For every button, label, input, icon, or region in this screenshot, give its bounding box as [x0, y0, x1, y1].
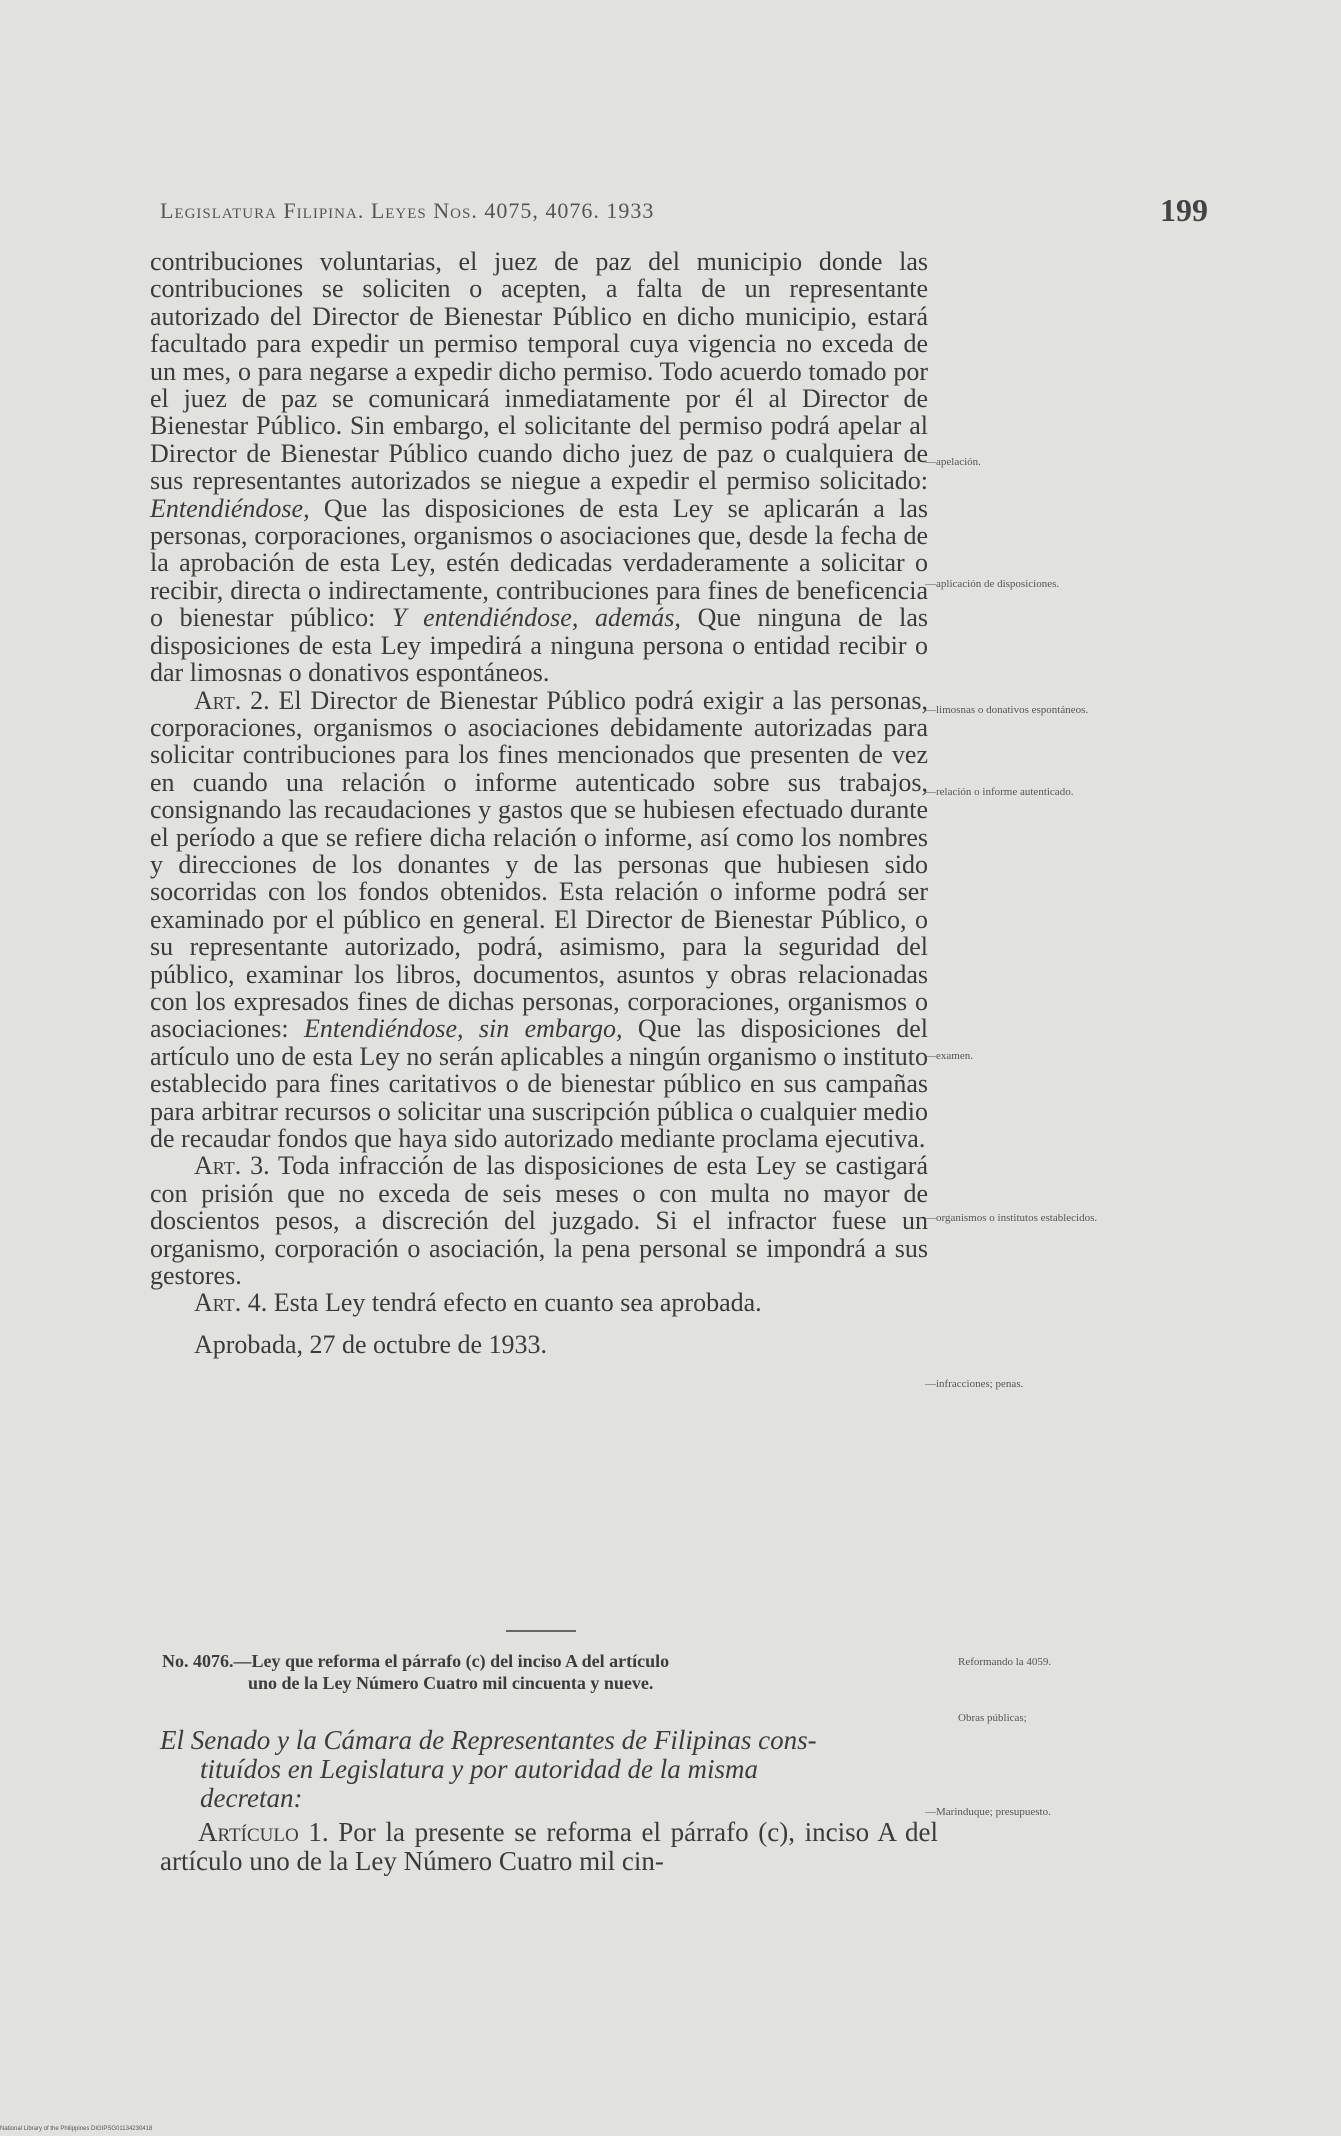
running-head: Legislatura Filipina. Leyes Nos. 4075, 4076. 1933 — [160, 198, 655, 223]
enacting-line-2: tituídos en Legislatura y por autoridad de la misma — [200, 1754, 759, 1784]
margin-note-reformando: Reformando la 4059. — [958, 1656, 1052, 1668]
article-4 — [150, 1289, 928, 1316]
body-text — [150, 248, 928, 1358]
law-4076-article-1 — [160, 1818, 938, 1876]
art3-label: Art. 3. — [194, 1151, 270, 1181]
paragraph-continuation — [150, 248, 928, 687]
law-4076-title — [162, 1650, 932, 1694]
enacting-line-3: decretan: — [200, 1783, 303, 1813]
art1-label: Artículo 1. — [198, 1817, 329, 1847]
para1-italic-a: Entendiéndose, — [150, 493, 310, 523]
margin-note-marinduque: —Marinduque; presupuesto. — [925, 1806, 1051, 1818]
page-header — [160, 192, 1208, 238]
enacting-line-1: El Senado y la Cámara de Representantes de Filipinas cons- — [160, 1725, 817, 1755]
para1-text-b: Que las disposiciones de esta Ley se aplicarán a las personas, corporaciones, organismos o asociaciones que, desde la fecha de la aprobación de esta Ley, estén dedicadas verdaderamente a solicitar o recibir, directa o indirectamente, contribuciones para fines de beneficencia o bienestar público: — [150, 493, 928, 633]
para1-text: contribuciones voluntarias, el juez de paz del municipio donde las contribuciones se soliciten o acepten, a falta de un representante autorizado del Director de Bienestar Público en dicho municipio, estará facultado para expedir un permiso temporal cuya vigencia no exceda de un mes, o para negarse a expedir dicho permiso. Todo acuerdo tomado por el juez de paz se comunicará inmediatamente por él al Director de Bienestar Público. Sin embargo, el solicitante del permiso podrá apelar al Director de Bienestar Público cuando dicho juez de paz o cualquiera de sus representantes autorizados se niegue a expedir el permiso solicitado: — [150, 247, 928, 496]
margin-note-relacion: —relación o informe autenticado. — [925, 786, 1074, 798]
art4-text: Esta Ley tendrá efecto en cuanto sea aprobada. — [273, 1288, 762, 1318]
article1-paragraph — [160, 1818, 938, 1876]
approval-date: Aprobada, 27 de octubre de 1933. — [194, 1329, 548, 1359]
margin-note-limosnas: —limosnas o donativos espontáneos. — [925, 704, 1089, 716]
art4-label: Art. 4. — [194, 1288, 268, 1318]
margin-note-examen: —examen. — [925, 1050, 973, 1062]
article-3 — [150, 1152, 928, 1289]
margin-note-aplicacion: —aplicación de disposiciones. — [925, 578, 1060, 590]
margin-note-apelacion: —apelación. — [925, 456, 981, 468]
art2-text-a: El Director de Bienestar Público podrá exigir a las personas, corporaciones, organismos o asociaciones debidamente autorizadas para solicitar contribuciones para los fines mencionados que presenten de vez en cuando una relación o informe autenticado sobre sus trabajos, consignando las recaudaciones y gastos que se hubiesen efectuado durante el período a que se refiere dicha relación o informe, así como los nombres y direcciones de los donantes y de las personas que hubiesen sido socorridas con los fondos obtenidos. Esta relación o informe podrá ser examinado por el público en general. El Director de Bienestar Público, o su representante autorizado, podrá, asimismo, para la seguridad del público, examinar los libros, documentos, asuntos y obras relacionadas con los expresados fines de dichas personas, corporaciones, organismos o asociaciones: — [150, 685, 929, 1044]
section-divider — [506, 1630, 576, 1632]
margin-note-obras: Obras públicas; — [958, 1712, 1027, 1724]
law-title-line-2: uno de la Ley Número Cuatro mil cincuenta y nueve. — [248, 1673, 654, 1693]
para1-italic-b: Y entendiéndose, además, — [392, 603, 681, 633]
para1-text-c: Que ninguna de las disposiciones de esta Ley impedirá a ninguna persona o entidad recibir o dar limosnas o donativos espontáneos. — [150, 603, 929, 688]
page-number: 199 — [1160, 192, 1208, 228]
art2-italic: Entendiéndose, sin embargo, — [303, 1014, 623, 1044]
margin-note-organismos: —organismos o institutos establecidos. — [925, 1212, 1098, 1224]
scan-credit: National Library of the Philippines DIGIPSG01134230418 — [0, 2126, 153, 2132]
art2-label: Art. 2. — [194, 685, 270, 715]
art1-text: Por la presente se reforma el párrafo (c), inciso A del artículo uno de la Ley Número Cuatro mil cin- — [160, 1817, 938, 1876]
art2-text-b: Que las disposiciones del artículo uno de esta Ley no serán aplicables a ningún organismo o instituto establecido para fines caritativos o de bienestar público en sus campañas para arbitrar recursos o solicitar una suscripción pública o cualquier medio de recaudar fondos que haya sido autorizado mediante proclama ejecutiva. — [150, 1014, 929, 1153]
article-2 — [150, 687, 928, 1153]
art3-text: Toda infracción de las disposiciones de esta Ley se castigará con prisión que no exceda de seis meses o con multa no mayor de doscientos pesos, a discreción del juzgado. Si el infractor fuese un organismo, corporación o asociación, la pena personal se impondrá a sus gestores. — [150, 1151, 929, 1291]
margin-note-infracciones: —infracciones; penas. — [925, 1378, 1024, 1390]
enacting-clause — [160, 1726, 930, 1813]
law-title-line-1: No. 4076.—Ley que reforma el párrafo (c) del inciso A del artículo — [162, 1651, 670, 1671]
